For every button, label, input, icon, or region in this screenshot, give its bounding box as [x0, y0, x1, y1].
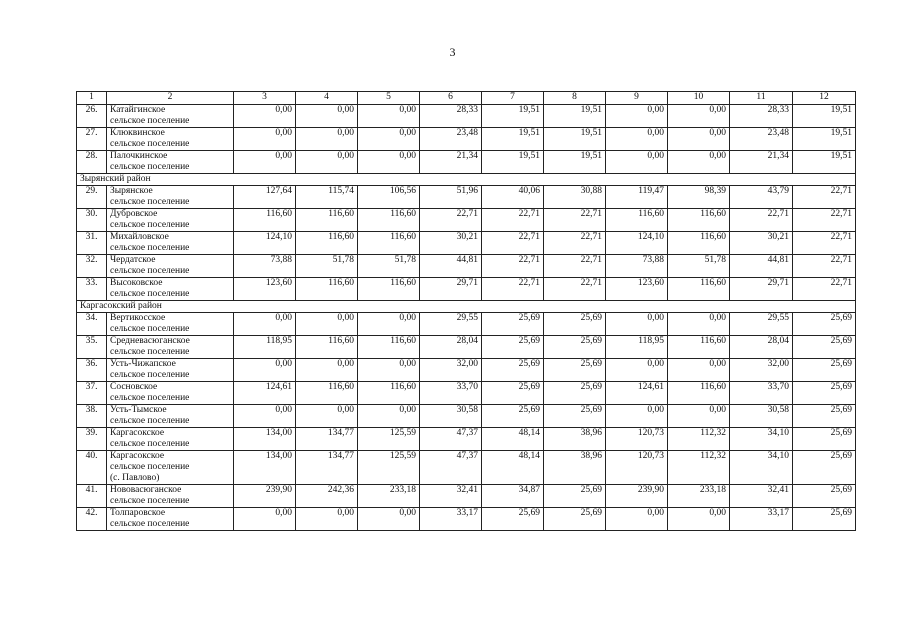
- settlement-name-line: сельское поселение: [110, 393, 190, 403]
- value-cell: 0,00: [358, 405, 420, 428]
- column-header: 8: [544, 92, 606, 105]
- settlement-name-line: сельское поселение: [110, 370, 190, 380]
- value-cell: 51,78: [358, 255, 420, 278]
- table-row: [77, 105, 856, 128]
- value-cell: 124,61: [606, 382, 668, 405]
- value-cell: 22,71: [482, 232, 544, 255]
- value-cell: 116,60: [668, 382, 730, 405]
- table-row: [77, 209, 856, 232]
- region-row: [77, 174, 856, 186]
- value-cell: 0,00: [606, 128, 668, 151]
- table-row: [77, 255, 856, 278]
- settlement-name: [107, 451, 234, 485]
- value-cell: 116,60: [296, 278, 358, 301]
- row-number: 38.: [77, 405, 107, 428]
- settlement-name-line: Вертикосское: [110, 313, 166, 323]
- value-cell: 116,60: [358, 382, 420, 405]
- value-cell: 124,61: [234, 382, 296, 405]
- row-number: 28.: [77, 151, 107, 174]
- value-cell: 112,32: [668, 428, 730, 451]
- settlement-name: [107, 105, 234, 128]
- value-cell: 0,00: [606, 105, 668, 128]
- table-row: [77, 508, 856, 531]
- row-number: 29.: [77, 186, 107, 209]
- row-number: 40.: [77, 451, 107, 485]
- value-cell: 0,00: [296, 359, 358, 382]
- settlement-name-line: Михайловское: [110, 232, 169, 242]
- column-header: 7: [482, 92, 544, 105]
- settlement-name-line: сельское поселение: [110, 519, 190, 529]
- settlement-name-line: сельское поселение: [110, 197, 190, 207]
- settlement-name: [107, 209, 234, 232]
- settlement-name-line: сельское поселение: [110, 289, 190, 299]
- settlement-name-line: Средневасюганское: [110, 336, 190, 346]
- value-cell: 43,79: [730, 186, 793, 209]
- value-cell: 22,71: [793, 232, 856, 255]
- value-cell: 0,00: [296, 405, 358, 428]
- settlement-name-line: сельское поселение: [110, 439, 190, 449]
- table-row: [77, 428, 856, 451]
- table-row: [77, 336, 856, 359]
- value-cell: 0,00: [606, 151, 668, 174]
- region-label: Зырянский район: [77, 174, 856, 186]
- value-cell: 0,00: [358, 508, 420, 531]
- settlement-name: [107, 186, 234, 209]
- settlement-name-line: Толпаровское: [110, 508, 166, 518]
- settlement-name: [107, 255, 234, 278]
- column-header: 9: [606, 92, 668, 105]
- settlement-name: [107, 128, 234, 151]
- value-cell: 0,00: [668, 313, 730, 336]
- value-cell: 48,14: [482, 428, 544, 451]
- value-cell: 34,10: [730, 451, 793, 485]
- column-header: 6: [420, 92, 482, 105]
- value-cell: 115,74: [296, 186, 358, 209]
- value-cell: 233,18: [358, 485, 420, 508]
- value-cell: 19,51: [793, 151, 856, 174]
- value-cell: 124,10: [606, 232, 668, 255]
- value-cell: 118,95: [234, 336, 296, 359]
- value-cell: 22,71: [730, 209, 793, 232]
- value-cell: 51,78: [296, 255, 358, 278]
- value-cell: 22,71: [544, 278, 606, 301]
- value-cell: 0,00: [296, 151, 358, 174]
- region-label: Каргасокский район: [77, 301, 856, 313]
- value-cell: 0,00: [358, 359, 420, 382]
- value-cell: 40,06: [482, 186, 544, 209]
- value-cell: 29,71: [420, 278, 482, 301]
- value-cell: 0,00: [296, 128, 358, 151]
- value-cell: 25,69: [793, 405, 856, 428]
- row-number: 31.: [77, 232, 107, 255]
- settlement-name-line: Чердатское: [110, 255, 156, 265]
- value-cell: 19,51: [793, 105, 856, 128]
- value-cell: 32,41: [420, 485, 482, 508]
- row-number: 33.: [77, 278, 107, 301]
- settlement-name-line: сельское поселение: [110, 266, 190, 276]
- value-cell: 29,55: [730, 313, 793, 336]
- header-row: [77, 92, 856, 105]
- value-cell: 116,60: [296, 209, 358, 232]
- value-cell: 25,69: [793, 336, 856, 359]
- row-number: 26.: [77, 105, 107, 128]
- value-cell: 22,71: [793, 186, 856, 209]
- settlement-name: [107, 359, 234, 382]
- value-cell: 0,00: [234, 508, 296, 531]
- settlement-name-line: сельское поселение: [110, 139, 190, 149]
- value-cell: 0,00: [234, 128, 296, 151]
- value-cell: 120,73: [606, 428, 668, 451]
- value-cell: 25,69: [793, 382, 856, 405]
- value-cell: 19,51: [544, 151, 606, 174]
- settlement-name: [107, 313, 234, 336]
- value-cell: 32,00: [730, 359, 793, 382]
- value-cell: 0,00: [668, 151, 730, 174]
- value-cell: 25,69: [793, 428, 856, 451]
- settlement-name-line: Катайгинское: [110, 105, 166, 115]
- value-cell: 44,81: [420, 255, 482, 278]
- value-cell: 0,00: [358, 105, 420, 128]
- value-cell: 22,71: [544, 209, 606, 232]
- row-number: 34.: [77, 313, 107, 336]
- value-cell: 19,51: [544, 128, 606, 151]
- value-cell: 242,36: [296, 485, 358, 508]
- column-header: 1: [77, 92, 107, 105]
- value-cell: 30,58: [420, 405, 482, 428]
- value-cell: 25,69: [482, 382, 544, 405]
- table-row: [77, 186, 856, 209]
- value-cell: 116,60: [358, 336, 420, 359]
- value-cell: 0,00: [668, 128, 730, 151]
- column-header: 5: [358, 92, 420, 105]
- table-row: [77, 382, 856, 405]
- value-cell: 48,14: [482, 451, 544, 485]
- value-cell: 32,41: [730, 485, 793, 508]
- settlement-name-line: Нововасюганское: [110, 485, 182, 495]
- value-cell: 116,60: [668, 209, 730, 232]
- settlement-name-line: сельское поселение: [110, 416, 190, 426]
- settlement-name-line: Усть-Чижапское: [110, 359, 176, 369]
- value-cell: 112,32: [668, 451, 730, 485]
- settlement-name-line: Усть-Тымское: [110, 405, 167, 415]
- column-header: 10: [668, 92, 730, 105]
- value-cell: 34,87: [482, 485, 544, 508]
- value-cell: 19,51: [544, 105, 606, 128]
- settlement-name-line: сельское поселение: [110, 462, 190, 472]
- value-cell: 30,21: [420, 232, 482, 255]
- value-cell: 28,04: [420, 336, 482, 359]
- row-number: 27.: [77, 128, 107, 151]
- value-cell: 22,71: [482, 209, 544, 232]
- value-cell: 44,81: [730, 255, 793, 278]
- table-body: [77, 105, 856, 531]
- settlement-name-line: Высоковское: [110, 278, 163, 288]
- value-cell: 116,60: [606, 209, 668, 232]
- settlement-name: [107, 485, 234, 508]
- value-cell: 134,77: [296, 451, 358, 485]
- value-cell: 73,88: [234, 255, 296, 278]
- value-cell: 33,70: [730, 382, 793, 405]
- value-cell: 116,60: [668, 336, 730, 359]
- settlement-name: [107, 278, 234, 301]
- value-cell: 124,10: [234, 232, 296, 255]
- value-cell: 0,00: [606, 405, 668, 428]
- settlement-name-line: сельское поселение: [110, 243, 190, 253]
- value-cell: 239,90: [606, 485, 668, 508]
- table-row: [77, 128, 856, 151]
- value-cell: 134,00: [234, 428, 296, 451]
- value-cell: 33,70: [420, 382, 482, 405]
- value-cell: 134,00: [234, 451, 296, 485]
- value-cell: 19,51: [482, 128, 544, 151]
- settlement-name: [107, 336, 234, 359]
- value-cell: 127,64: [234, 186, 296, 209]
- table-row: [77, 151, 856, 174]
- value-cell: 22,71: [793, 209, 856, 232]
- row-number: 37.: [77, 382, 107, 405]
- value-cell: 30,21: [730, 232, 793, 255]
- region-row: [77, 301, 856, 313]
- column-header: 3: [234, 92, 296, 105]
- value-cell: 0,00: [358, 151, 420, 174]
- settlement-name-line: сельское поселение: [110, 324, 190, 334]
- value-cell: 25,69: [482, 313, 544, 336]
- value-cell: 25,69: [793, 359, 856, 382]
- value-cell: 116,60: [296, 336, 358, 359]
- value-cell: 19,51: [793, 128, 856, 151]
- value-cell: 125,59: [358, 428, 420, 451]
- value-cell: 23,48: [730, 128, 793, 151]
- settlement-name: [107, 405, 234, 428]
- value-cell: 19,51: [482, 151, 544, 174]
- table-row: [77, 485, 856, 508]
- value-cell: 34,10: [730, 428, 793, 451]
- value-cell: 19,51: [482, 105, 544, 128]
- column-header: 4: [296, 92, 358, 105]
- value-cell: 116,60: [296, 232, 358, 255]
- settlement-name: [107, 428, 234, 451]
- value-cell: 118,95: [606, 336, 668, 359]
- value-cell: 22,71: [793, 278, 856, 301]
- settlement-name-line: (с. Павлово): [110, 473, 160, 483]
- value-cell: 25,69: [793, 508, 856, 531]
- row-number: 36.: [77, 359, 107, 382]
- value-cell: 47,37: [420, 428, 482, 451]
- settlement-name-line: Дубровское: [110, 209, 158, 219]
- row-number: 30.: [77, 209, 107, 232]
- value-cell: 25,69: [793, 451, 856, 485]
- value-cell: 98,39: [668, 186, 730, 209]
- value-cell: 116,60: [358, 209, 420, 232]
- row-number: 32.: [77, 255, 107, 278]
- value-cell: 22,71: [793, 255, 856, 278]
- value-cell: 0,00: [234, 313, 296, 336]
- table-row: [77, 359, 856, 382]
- value-cell: 25,69: [482, 405, 544, 428]
- tariff-table: [76, 91, 856, 531]
- value-cell: 106,56: [358, 186, 420, 209]
- value-cell: 25,69: [544, 382, 606, 405]
- value-cell: 33,17: [730, 508, 793, 531]
- settlement-name: [107, 508, 234, 531]
- row-number: 35.: [77, 336, 107, 359]
- value-cell: 116,60: [296, 382, 358, 405]
- value-cell: 32,00: [420, 359, 482, 382]
- value-cell: 29,71: [730, 278, 793, 301]
- value-cell: 0,00: [606, 508, 668, 531]
- value-cell: 0,00: [668, 105, 730, 128]
- value-cell: 22,71: [544, 232, 606, 255]
- value-cell: 25,69: [544, 485, 606, 508]
- value-cell: 25,69: [544, 336, 606, 359]
- value-cell: 116,60: [668, 232, 730, 255]
- settlement-name: [107, 382, 234, 405]
- value-cell: 116,60: [358, 232, 420, 255]
- value-cell: 25,69: [482, 336, 544, 359]
- settlement-name-line: Каргасокское: [110, 451, 165, 461]
- table-row: [77, 451, 856, 485]
- value-cell: 0,00: [296, 313, 358, 336]
- value-cell: 0,00: [358, 128, 420, 151]
- value-cell: 21,34: [420, 151, 482, 174]
- value-cell: 25,69: [544, 359, 606, 382]
- value-cell: 25,69: [482, 508, 544, 531]
- row-number: 39.: [77, 428, 107, 451]
- value-cell: 125,59: [358, 451, 420, 485]
- settlement-name-line: сельское поселение: [110, 116, 190, 126]
- settlement-name-line: Каргасокское: [110, 428, 165, 438]
- value-cell: 0,00: [606, 313, 668, 336]
- value-cell: 0,00: [358, 313, 420, 336]
- value-cell: 51,78: [668, 255, 730, 278]
- value-cell: 0,00: [234, 151, 296, 174]
- value-cell: 73,88: [606, 255, 668, 278]
- value-cell: 30,58: [730, 405, 793, 428]
- value-cell: 120,73: [606, 451, 668, 485]
- settlement-name-line: сельское поселение: [110, 496, 190, 506]
- value-cell: 28,04: [730, 336, 793, 359]
- settlement-name-line: Зырянское: [110, 186, 153, 196]
- value-cell: 21,34: [730, 151, 793, 174]
- value-cell: 33,17: [420, 508, 482, 531]
- value-cell: 25,69: [793, 313, 856, 336]
- column-header: 2: [107, 92, 234, 105]
- value-cell: 0,00: [668, 508, 730, 531]
- value-cell: 29,55: [420, 313, 482, 336]
- value-cell: 23,48: [420, 128, 482, 151]
- row-number: 41.: [77, 485, 107, 508]
- value-cell: 0,00: [234, 405, 296, 428]
- value-cell: 22,71: [482, 255, 544, 278]
- page-number: 3: [449, 45, 456, 59]
- value-cell: 134,77: [296, 428, 358, 451]
- settlement-name: [107, 232, 234, 255]
- value-cell: 38,96: [544, 451, 606, 485]
- value-cell: 0,00: [668, 405, 730, 428]
- value-cell: 0,00: [668, 359, 730, 382]
- row-number: 42.: [77, 508, 107, 531]
- value-cell: 116,60: [358, 278, 420, 301]
- settlement-name-line: Палочкинское: [110, 151, 168, 161]
- settlement-name-line: Сосновское: [110, 382, 158, 392]
- value-cell: 47,37: [420, 451, 482, 485]
- value-cell: 0,00: [234, 105, 296, 128]
- column-header: 11: [730, 92, 793, 105]
- table-row: [77, 278, 856, 301]
- value-cell: 123,60: [234, 278, 296, 301]
- value-cell: 22,71: [420, 209, 482, 232]
- value-cell: 28,33: [420, 105, 482, 128]
- value-cell: 28,33: [730, 105, 793, 128]
- value-cell: 25,69: [544, 405, 606, 428]
- table-row: [77, 232, 856, 255]
- settlement-name-line: сельское поселение: [110, 162, 190, 172]
- table-row: [77, 313, 856, 336]
- value-cell: 239,90: [234, 485, 296, 508]
- value-cell: 0,00: [606, 359, 668, 382]
- settlement-name-line: Клюквинское: [110, 128, 165, 138]
- value-cell: 25,69: [544, 313, 606, 336]
- value-cell: 119,47: [606, 186, 668, 209]
- value-cell: 25,69: [793, 485, 856, 508]
- value-cell: 22,71: [482, 278, 544, 301]
- value-cell: 25,69: [482, 359, 544, 382]
- value-cell: 116,60: [234, 209, 296, 232]
- value-cell: 233,18: [668, 485, 730, 508]
- value-cell: 25,69: [544, 508, 606, 531]
- settlement-name: [107, 151, 234, 174]
- value-cell: 0,00: [234, 359, 296, 382]
- value-cell: 0,00: [296, 508, 358, 531]
- column-header: 12: [793, 92, 856, 105]
- value-cell: 30,88: [544, 186, 606, 209]
- value-cell: 123,60: [606, 278, 668, 301]
- value-cell: 38,96: [544, 428, 606, 451]
- value-cell: 22,71: [544, 255, 606, 278]
- settlement-name-line: сельское поселение: [110, 347, 190, 357]
- value-cell: 51,96: [420, 186, 482, 209]
- value-cell: 0,00: [296, 105, 358, 128]
- table-row: [77, 405, 856, 428]
- settlement-name-line: сельское поселение: [110, 220, 190, 230]
- value-cell: 116,60: [668, 278, 730, 301]
